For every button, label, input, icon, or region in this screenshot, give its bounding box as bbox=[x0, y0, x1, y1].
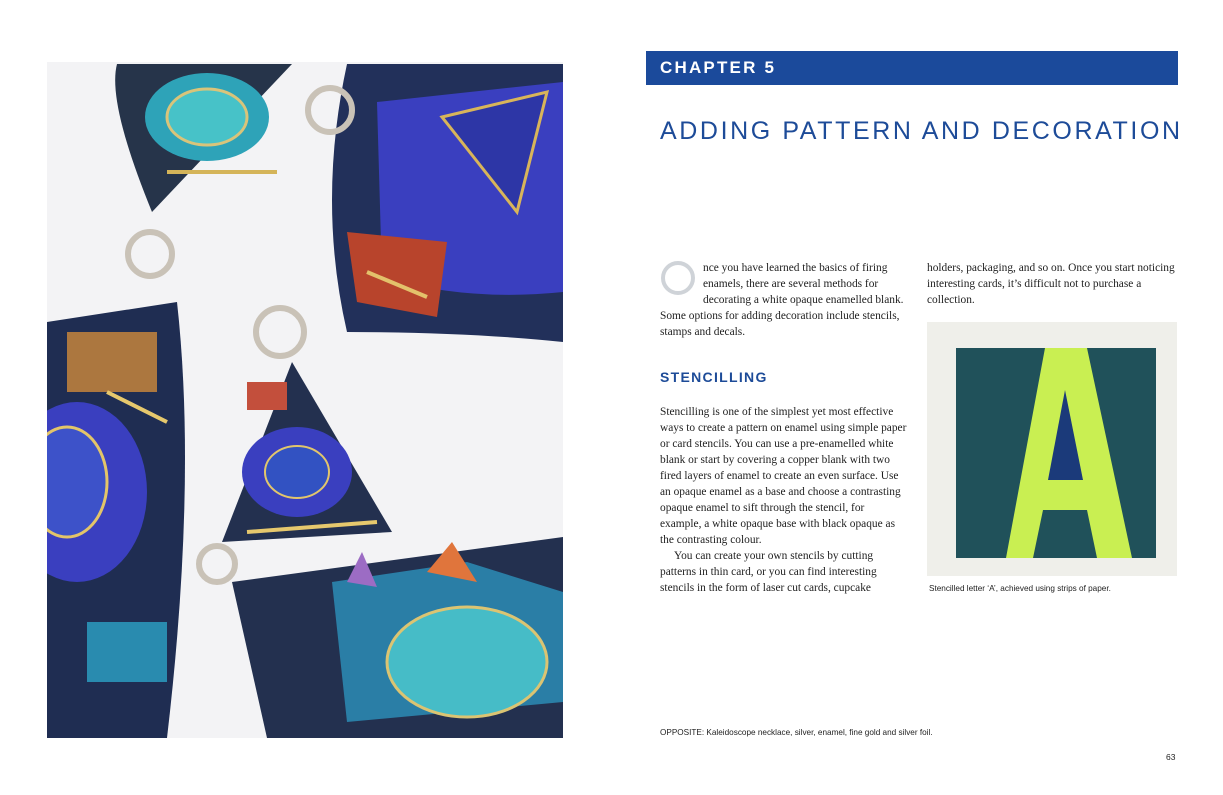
intro-continued-column bbox=[927, 260, 1177, 308]
chapter-label: CHAPTER 5 bbox=[660, 58, 777, 77]
opposite-caption: OPPOSITE: Kaleidoscope necklace, silver, enamel, fine gold and silver foil. bbox=[660, 728, 933, 737]
intro-continued-paragraph: holders, packaging, and so on. Once you start noticing interesting cards, it’s difficult not to purchase a collection. bbox=[927, 262, 1175, 306]
intro-column bbox=[660, 260, 906, 340]
intro-paragraph: nce you have learned the basics of firing enamels, there are several methods for decorating a white opaque enamelled blank. Some options for adding decoration include stencils, stamps and decals. bbox=[660, 262, 904, 338]
chapter-banner bbox=[646, 51, 1178, 85]
section-heading: STENCILLING bbox=[660, 369, 768, 385]
page-number: 63 bbox=[1166, 752, 1176, 762]
figure-caption: Stencilled letter ‘A’, achieved using strips of paper. bbox=[929, 584, 1111, 593]
necklace-photo bbox=[47, 62, 563, 738]
stencilling-paragraph-1: Stencilling is one of the simplest yet most effective ways to create a pattern on enamel using simple paper or card stencils. You can use a pre-enamelled white blank or start by covering a copper blank with two fired layers of enamel to create an even surface. Use an opaque enamel as a base and choose a contrasting opaque enamel to sift through the stencil, for example, a white opaque base with black opaque as the contrasting colour. bbox=[660, 406, 907, 546]
page-title: ADDING PATTERN AND DECORATION bbox=[660, 117, 1183, 145]
stencilling-paragraph-2: You can create your own stencils by cutting patterns in thin card, or you can find interesting stencils in the form of laser cut cards, cupcake bbox=[660, 550, 877, 594]
drop-cap-o-icon bbox=[661, 261, 695, 295]
stencilled-letter-figure bbox=[927, 322, 1177, 576]
stencilling-body bbox=[660, 404, 908, 596]
